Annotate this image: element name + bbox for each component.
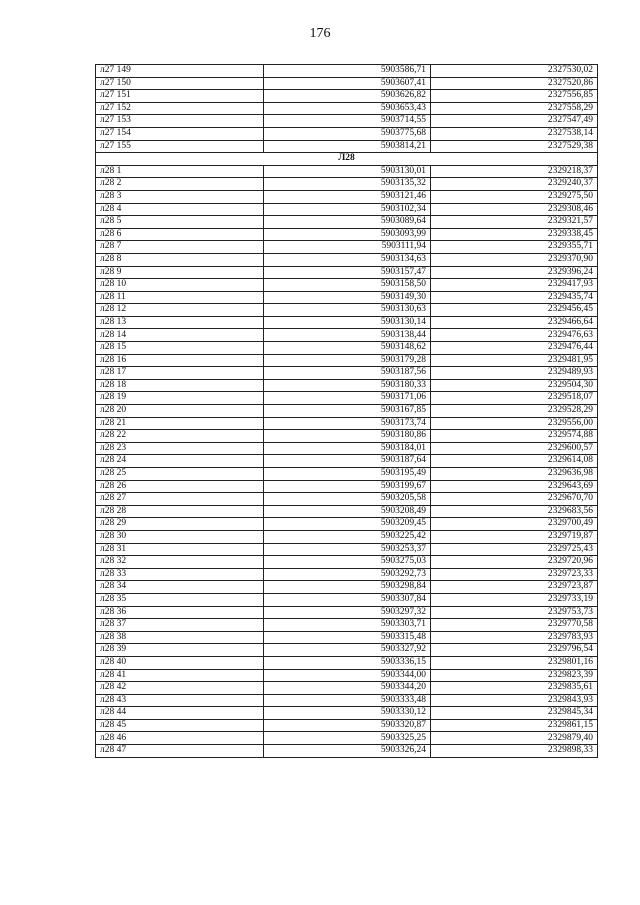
point-id-cell: л28 30 <box>96 530 264 543</box>
table-group-header <box>96 153 598 166</box>
y-coordinate-cell: 2329670,70 <box>431 493 598 506</box>
table-row <box>96 90 598 103</box>
point-id-cell: л28 18 <box>96 379 264 392</box>
table-row <box>96 568 598 581</box>
y-coordinate-cell: 2329370,90 <box>431 253 598 266</box>
y-coordinate-cell: 2329796,54 <box>431 644 598 657</box>
point-id-cell: л28 40 <box>96 656 264 669</box>
y-coordinate-cell: 2329835,61 <box>431 682 598 695</box>
point-id-cell: л28 20 <box>96 405 264 418</box>
point-id-cell: л27 154 <box>96 127 264 140</box>
point-id-cell: л28 15 <box>96 342 264 355</box>
x-coordinate-cell: 5903157,47 <box>264 266 431 279</box>
point-id-cell: л28 7 <box>96 241 264 254</box>
table-row <box>96 442 598 455</box>
point-id-cell: л28 27 <box>96 493 264 506</box>
x-coordinate-cell: 5903130,14 <box>264 316 431 329</box>
table-body-l28 <box>96 165 598 757</box>
x-coordinate-cell: 5903344,00 <box>264 669 431 682</box>
table-body-l27 <box>96 65 598 153</box>
x-coordinate-cell: 5903205,58 <box>264 493 431 506</box>
point-id-cell: л28 21 <box>96 417 264 430</box>
y-coordinate-cell: 2329720,96 <box>431 556 598 569</box>
y-coordinate-cell: 2329643,69 <box>431 480 598 493</box>
table-row <box>96 606 598 619</box>
y-coordinate-cell: 2329321,57 <box>431 216 598 229</box>
point-id-cell: л28 44 <box>96 707 264 720</box>
point-id-cell: л28 22 <box>96 430 264 443</box>
table-row <box>96 203 598 216</box>
table-row <box>96 656 598 669</box>
y-coordinate-cell: 2327520,86 <box>431 77 598 90</box>
point-id-cell: л27 149 <box>96 65 264 78</box>
point-id-cell: л28 34 <box>96 581 264 594</box>
point-id-cell: л28 32 <box>96 556 264 569</box>
table-row <box>96 266 598 279</box>
y-coordinate-cell: 2327556,85 <box>431 90 598 103</box>
x-coordinate-cell: 5903111,94 <box>264 241 431 254</box>
y-coordinate-cell: 2329574,88 <box>431 430 598 443</box>
x-coordinate-cell: 5903187,64 <box>264 455 431 468</box>
group-header-cell: Л28 <box>96 153 598 166</box>
y-coordinate-cell: 2329338,45 <box>431 228 598 241</box>
y-coordinate-cell: 2327547,49 <box>431 115 598 128</box>
table-row <box>96 140 598 153</box>
table-row <box>96 581 598 594</box>
table-row <box>96 430 598 443</box>
x-coordinate-cell: 5903626,82 <box>264 90 431 103</box>
table-row <box>96 530 598 543</box>
table-row <box>96 115 598 128</box>
x-coordinate-cell: 5903173,74 <box>264 417 431 430</box>
point-id-cell: л28 19 <box>96 392 264 405</box>
point-id-cell: л27 151 <box>96 90 264 103</box>
table-row <box>96 216 598 229</box>
point-id-cell: л28 45 <box>96 719 264 732</box>
point-id-cell: л28 29 <box>96 518 264 531</box>
x-coordinate-cell: 5903607,41 <box>264 77 431 90</box>
table-row <box>96 468 598 481</box>
point-id-cell: л28 39 <box>96 644 264 657</box>
x-coordinate-cell: 5903167,85 <box>264 405 431 418</box>
x-coordinate-cell: 5903179,28 <box>264 354 431 367</box>
x-coordinate-cell: 5903320,87 <box>264 719 431 732</box>
x-coordinate-cell: 5903187,56 <box>264 367 431 380</box>
x-coordinate-cell: 5903135,32 <box>264 178 431 191</box>
y-coordinate-cell: 2329489,93 <box>431 367 598 380</box>
x-coordinate-cell: 5903330,12 <box>264 707 431 720</box>
point-id-cell: л28 36 <box>96 606 264 619</box>
y-coordinate-cell: 2329308,46 <box>431 203 598 216</box>
y-coordinate-cell: 2329481,95 <box>431 354 598 367</box>
table-row <box>96 127 598 140</box>
point-id-cell: л28 9 <box>96 266 264 279</box>
y-coordinate-cell: 2329879,40 <box>431 732 598 745</box>
x-coordinate-cell: 5903775,68 <box>264 127 431 140</box>
group-header-row <box>96 153 598 166</box>
table-row <box>96 644 598 657</box>
y-coordinate-cell: 2329636,98 <box>431 468 598 481</box>
y-coordinate-cell: 2329683,56 <box>431 505 598 518</box>
point-id-cell: л28 13 <box>96 316 264 329</box>
point-id-cell: л28 4 <box>96 203 264 216</box>
point-id-cell: л28 17 <box>96 367 264 380</box>
x-coordinate-cell: 5903333,48 <box>264 694 431 707</box>
point-id-cell: л28 33 <box>96 568 264 581</box>
y-coordinate-cell: 2329355,71 <box>431 241 598 254</box>
x-coordinate-cell: 5903714,55 <box>264 115 431 128</box>
y-coordinate-cell: 2329218,37 <box>431 165 598 178</box>
x-coordinate-cell: 5903307,84 <box>264 593 431 606</box>
point-id-cell: л28 43 <box>96 694 264 707</box>
y-coordinate-cell: 2329823,39 <box>431 669 598 682</box>
x-coordinate-cell: 5903184,01 <box>264 442 431 455</box>
x-coordinate-cell: 5903138,44 <box>264 329 431 342</box>
y-coordinate-cell: 2329898,33 <box>431 745 598 758</box>
table-row <box>96 455 598 468</box>
x-coordinate-cell: 5903148,62 <box>264 342 431 355</box>
point-id-cell: л28 47 <box>96 745 264 758</box>
point-id-cell: л28 46 <box>96 732 264 745</box>
table-row <box>96 593 598 606</box>
y-coordinate-cell: 2329456,45 <box>431 304 598 317</box>
point-id-cell: л28 10 <box>96 279 264 292</box>
table-row <box>96 619 598 632</box>
point-id-cell: л28 37 <box>96 619 264 632</box>
table-row <box>96 304 598 317</box>
x-coordinate-cell: 5903130,01 <box>264 165 431 178</box>
y-coordinate-cell: 2329843,93 <box>431 694 598 707</box>
y-coordinate-cell: 2329733,19 <box>431 593 598 606</box>
y-coordinate-cell: 2329614,08 <box>431 455 598 468</box>
x-coordinate-cell: 5903195,49 <box>264 468 431 481</box>
y-coordinate-cell: 2329275,50 <box>431 190 598 203</box>
table-row <box>96 669 598 682</box>
x-coordinate-cell: 5903158,50 <box>264 279 431 292</box>
x-coordinate-cell: 5903089,64 <box>264 216 431 229</box>
point-id-cell: л28 16 <box>96 354 264 367</box>
y-coordinate-cell: 2329700,49 <box>431 518 598 531</box>
table-row <box>96 291 598 304</box>
y-coordinate-cell: 2329725,43 <box>431 543 598 556</box>
y-coordinate-cell: 2329719,87 <box>431 530 598 543</box>
x-coordinate-cell: 5903208,49 <box>264 505 431 518</box>
y-coordinate-cell: 2329435,74 <box>431 291 598 304</box>
point-id-cell: л28 14 <box>96 329 264 342</box>
y-coordinate-cell: 2329417,93 <box>431 279 598 292</box>
y-coordinate-cell: 2327529,38 <box>431 140 598 153</box>
x-coordinate-cell: 5903814,21 <box>264 140 431 153</box>
table-row <box>96 631 598 644</box>
point-id-cell: л28 25 <box>96 468 264 481</box>
table-row <box>96 165 598 178</box>
table-row <box>96 367 598 380</box>
table-row <box>96 241 598 254</box>
x-coordinate-cell: 5903180,33 <box>264 379 431 392</box>
point-id-cell: л27 155 <box>96 140 264 153</box>
table-row <box>96 417 598 430</box>
table-row <box>96 329 598 342</box>
y-coordinate-cell: 2329801,16 <box>431 656 598 669</box>
table-row <box>96 480 598 493</box>
point-id-cell: л28 24 <box>96 455 264 468</box>
point-id-cell: л28 1 <box>96 165 264 178</box>
point-id-cell: л27 153 <box>96 115 264 128</box>
table-row <box>96 518 598 531</box>
table-row <box>96 190 598 203</box>
y-coordinate-cell: 2329528,29 <box>431 405 598 418</box>
coordinates-table <box>95 64 598 758</box>
table-row <box>96 732 598 745</box>
y-coordinate-cell: 2329753,73 <box>431 606 598 619</box>
x-coordinate-cell: 5903130,63 <box>264 304 431 317</box>
x-coordinate-cell: 5903180,86 <box>264 430 431 443</box>
point-id-cell: л28 8 <box>96 253 264 266</box>
y-coordinate-cell: 2329476,44 <box>431 342 598 355</box>
y-coordinate-cell: 2329476,63 <box>431 329 598 342</box>
table-row <box>96 543 598 556</box>
x-coordinate-cell: 5903297,32 <box>264 606 431 619</box>
point-id-cell: л27 152 <box>96 102 264 115</box>
x-coordinate-cell: 5903171,06 <box>264 392 431 405</box>
table-row <box>96 178 598 191</box>
y-coordinate-cell: 2329770,58 <box>431 619 598 632</box>
x-coordinate-cell: 5903315,48 <box>264 631 431 644</box>
x-coordinate-cell: 5903134,63 <box>264 253 431 266</box>
x-coordinate-cell: 5903253,37 <box>264 543 431 556</box>
x-coordinate-cell: 5903586,71 <box>264 65 431 78</box>
table-row <box>96 379 598 392</box>
point-id-cell: л28 23 <box>96 442 264 455</box>
y-coordinate-cell: 2329861,15 <box>431 719 598 732</box>
x-coordinate-cell: 5903102,34 <box>264 203 431 216</box>
point-id-cell: л28 6 <box>96 228 264 241</box>
table-row <box>96 556 598 569</box>
y-coordinate-cell: 2329600,57 <box>431 442 598 455</box>
x-coordinate-cell: 5903292,73 <box>264 568 431 581</box>
y-coordinate-cell: 2329845,34 <box>431 707 598 720</box>
x-coordinate-cell: 5903275,03 <box>264 556 431 569</box>
table-row <box>96 719 598 732</box>
x-coordinate-cell: 5903225,42 <box>264 530 431 543</box>
table-row <box>96 694 598 707</box>
x-coordinate-cell: 5903303,71 <box>264 619 431 632</box>
point-id-cell: л27 150 <box>96 77 264 90</box>
x-coordinate-cell: 5903653,43 <box>264 102 431 115</box>
table-row <box>96 65 598 78</box>
table-row <box>96 745 598 758</box>
point-id-cell: л28 31 <box>96 543 264 556</box>
x-coordinate-cell: 5903121,46 <box>264 190 431 203</box>
y-coordinate-cell: 2329518,07 <box>431 392 598 405</box>
table-row <box>96 682 598 695</box>
x-coordinate-cell: 5903326,24 <box>264 745 431 758</box>
table-row <box>96 77 598 90</box>
y-coordinate-cell: 2327558,29 <box>431 102 598 115</box>
point-id-cell: л28 26 <box>96 480 264 493</box>
point-id-cell: л28 38 <box>96 631 264 644</box>
table-row <box>96 354 598 367</box>
x-coordinate-cell: 5903327,92 <box>264 644 431 657</box>
y-coordinate-cell: 2329504,30 <box>431 379 598 392</box>
x-coordinate-cell: 5903199,67 <box>264 480 431 493</box>
x-coordinate-cell: 5903325,25 <box>264 732 431 745</box>
point-id-cell: л28 5 <box>96 216 264 229</box>
table-row <box>96 228 598 241</box>
table-row <box>96 342 598 355</box>
point-id-cell: л28 12 <box>96 304 264 317</box>
y-coordinate-cell: 2329396,24 <box>431 266 598 279</box>
y-coordinate-cell: 2329240,37 <box>431 178 598 191</box>
table-row <box>96 316 598 329</box>
x-coordinate-cell: 5903209,45 <box>264 518 431 531</box>
y-coordinate-cell: 2329723,87 <box>431 581 598 594</box>
table-row <box>96 405 598 418</box>
x-coordinate-cell: 5903344,20 <box>264 682 431 695</box>
point-id-cell: л28 2 <box>96 178 264 191</box>
y-coordinate-cell: 2329466,64 <box>431 316 598 329</box>
table-row <box>96 102 598 115</box>
y-coordinate-cell: 2329556,00 <box>431 417 598 430</box>
page-number: 176 <box>309 26 331 41</box>
table-row <box>96 279 598 292</box>
table-row <box>96 253 598 266</box>
y-coordinate-cell: 2327530,02 <box>431 65 598 78</box>
table-row <box>96 493 598 506</box>
point-id-cell: л28 11 <box>96 291 264 304</box>
table-row <box>96 505 598 518</box>
table-row <box>96 392 598 405</box>
x-coordinate-cell: 5903336,15 <box>264 656 431 669</box>
point-id-cell: л28 42 <box>96 682 264 695</box>
x-coordinate-cell: 5903093,99 <box>264 228 431 241</box>
y-coordinate-cell: 2329723,33 <box>431 568 598 581</box>
x-coordinate-cell: 5903149,30 <box>264 291 431 304</box>
point-id-cell: л28 3 <box>96 190 264 203</box>
point-id-cell: л28 41 <box>96 669 264 682</box>
x-coordinate-cell: 5903298,84 <box>264 581 431 594</box>
y-coordinate-cell: 2329783,93 <box>431 631 598 644</box>
point-id-cell: л28 28 <box>96 505 264 518</box>
y-coordinate-cell: 2327538,14 <box>431 127 598 140</box>
table-row <box>96 707 598 720</box>
point-id-cell: л28 35 <box>96 593 264 606</box>
